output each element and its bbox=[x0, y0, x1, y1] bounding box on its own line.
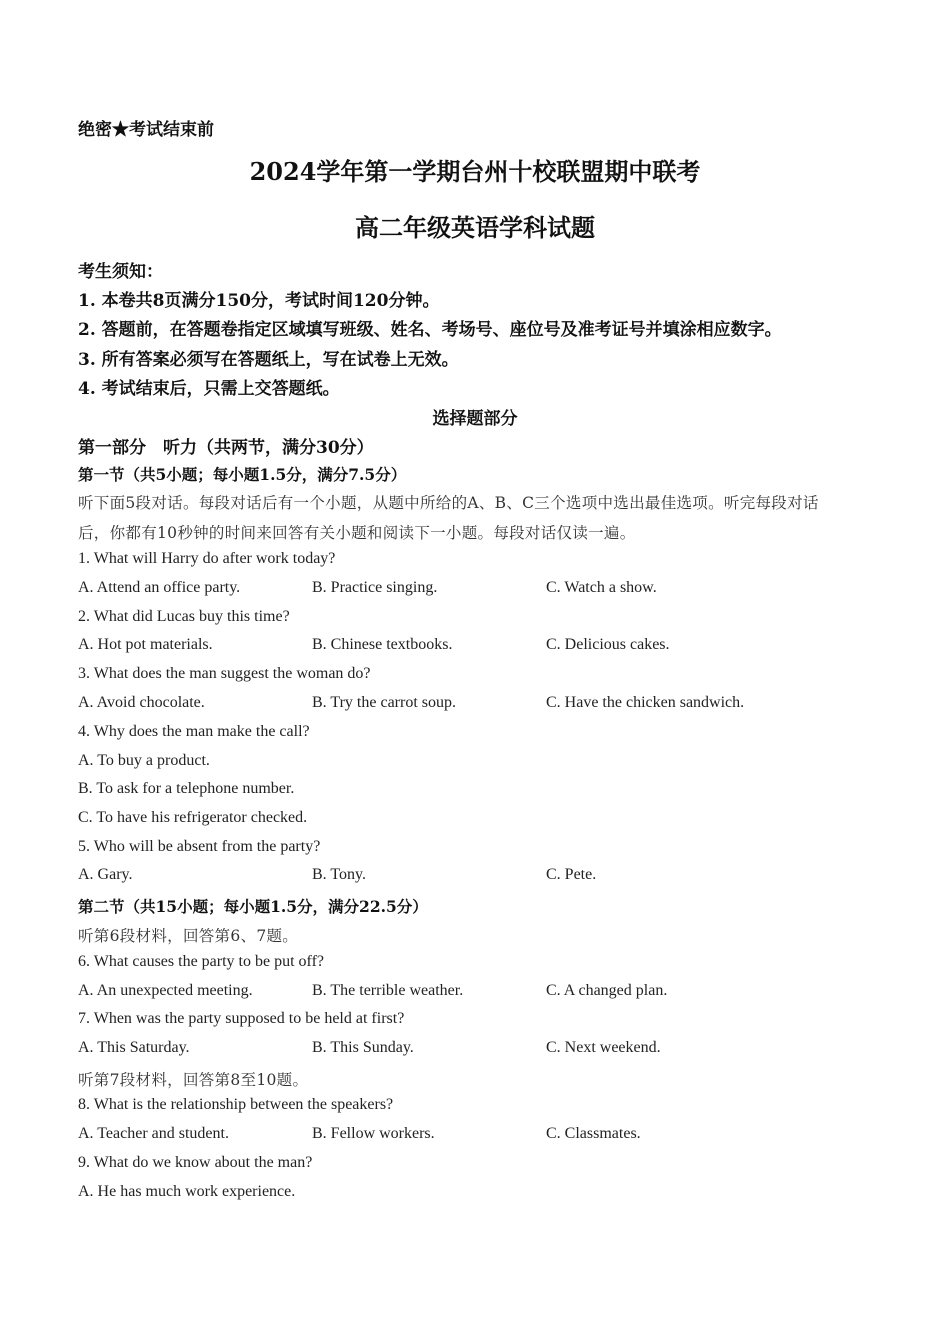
section-heading: 第一节（共5小题；每小题1.5分，满分7.5分） bbox=[78, 465, 407, 484]
option-a: A. Attend an office party. bbox=[78, 579, 241, 596]
option-b: B. Tony. bbox=[312, 866, 366, 883]
option-a: A. He has much work experience. bbox=[78, 1183, 296, 1200]
option-b: B. Practice singing. bbox=[312, 579, 438, 596]
exam-title: 2024学年第一学期台州十校联盟期中联考 bbox=[249, 157, 701, 186]
instruction-text: 后，你都有10秒钟的时间来回答有关小题和阅读下一小题。每段对话仅读一遍。 bbox=[78, 524, 636, 542]
question-stem: 4. Why does the man make the call? bbox=[78, 723, 310, 740]
option-c: C. Classmates. bbox=[546, 1125, 641, 1142]
option-c: C. Watch a show. bbox=[546, 579, 657, 596]
option-a: A. Avoid chocolate. bbox=[78, 694, 205, 711]
option-c: C. Next weekend. bbox=[546, 1039, 661, 1056]
option-a: A. This Saturday. bbox=[78, 1039, 190, 1056]
material-instruction: 听第6段材料，回答第6、7题。 bbox=[78, 927, 299, 945]
option-a: A. To buy a product. bbox=[78, 752, 210, 769]
option-b: B. Chinese textbooks. bbox=[312, 636, 453, 653]
option-a: A. Gary. bbox=[78, 866, 133, 883]
notice-item: 4. 考试结束后，只需上交答题纸。 bbox=[78, 379, 340, 399]
question-stem: 1. What will Harry do after work today? bbox=[78, 550, 336, 567]
question-stem: 2. What did Lucas buy this time? bbox=[78, 608, 290, 625]
question-stem: 5. Who will be absent from the party? bbox=[78, 838, 321, 855]
question-stem: 6. What causes the party to be put off? bbox=[78, 953, 324, 970]
option-c: C. To have his refrigerator checked. bbox=[78, 809, 308, 826]
part-heading: 第一部分 听力（共两节，满分30分） bbox=[78, 438, 374, 458]
option-b: B. The terrible weather. bbox=[312, 982, 464, 999]
option-c: C. Pete. bbox=[546, 866, 597, 883]
question-stem: 8. What is the relationship between the speakers? bbox=[78, 1096, 394, 1113]
option-c: C. A changed plan. bbox=[546, 982, 668, 999]
instruction-text: 听下面5段对话。每段对话后有一个小题，从题中所给的A、B、C三个选项中选出最佳选项。听完每段对话 bbox=[78, 494, 819, 512]
option-a: A. Hot pot materials. bbox=[78, 636, 213, 653]
notice-heading: 考生须知： bbox=[78, 262, 163, 282]
question-stem: 3. What does the man suggest the woman do? bbox=[78, 665, 371, 682]
section-heading: 第二节（共15小题；每小题1.5分，满分22.5分） bbox=[78, 897, 428, 916]
section-title: 选择题部分 bbox=[432, 409, 518, 429]
confidential-label: 绝密★考试结束前 bbox=[78, 120, 214, 140]
notice-item: 1. 本卷共8页满分150分，考试时间120分钟。 bbox=[78, 291, 440, 311]
option-b: B. This Sunday. bbox=[312, 1039, 414, 1056]
notice-item: 2. 答题前，在答题卷指定区域填写班级、姓名、考场号、座位号及准考证号并填涂相应数字。 bbox=[78, 320, 782, 340]
option-c: C. Have the chicken sandwich. bbox=[546, 694, 745, 711]
option-a: A. An unexpected meeting. bbox=[78, 982, 253, 999]
notice-item: 3. 所有答案必须写在答题纸上，写在试卷上无效。 bbox=[78, 350, 459, 370]
option-b: B. To ask for a telephone number. bbox=[78, 780, 295, 797]
exam-subtitle: 高二年级英语学科试题 bbox=[355, 213, 595, 242]
option-b: B. Fellow workers. bbox=[312, 1125, 435, 1142]
option-a: A. Teacher and student. bbox=[78, 1125, 229, 1142]
question-stem: 7. When was the party supposed to be held at first? bbox=[78, 1010, 405, 1027]
material-instruction: 听第7段材料，回答第8至10题。 bbox=[78, 1071, 309, 1089]
question-stem: 9. What do we know about the man? bbox=[78, 1154, 313, 1171]
option-c: C. Delicious cakes. bbox=[546, 636, 670, 653]
option-b: B. Try the carrot soup. bbox=[312, 694, 456, 711]
